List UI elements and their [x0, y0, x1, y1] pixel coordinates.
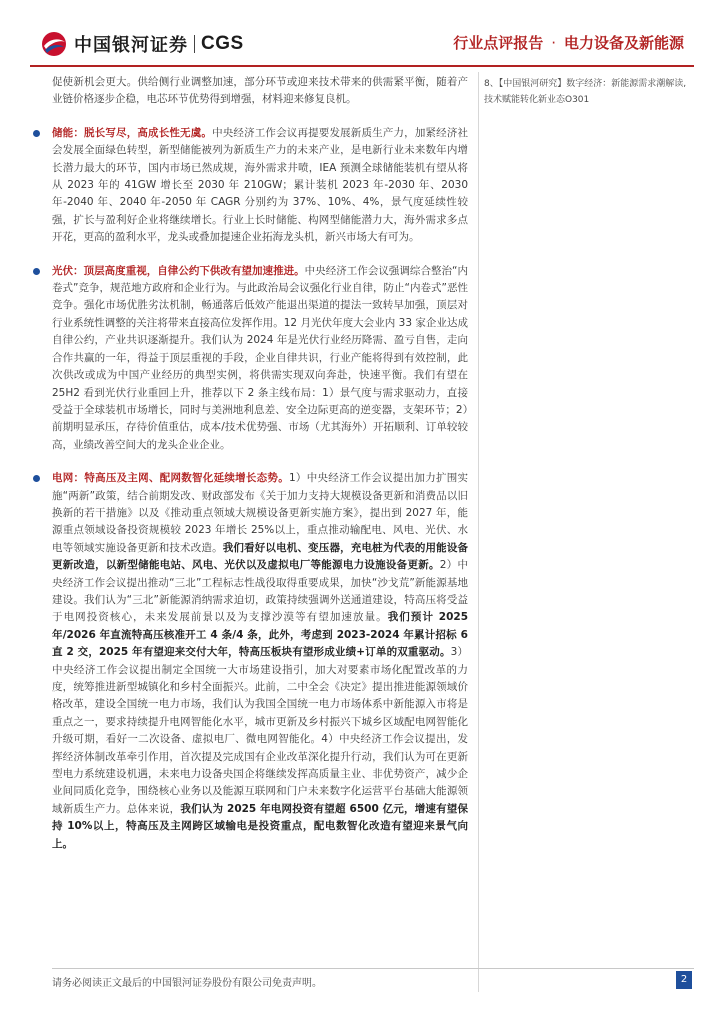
- section-energy-storage: [52, 125, 468, 247]
- section-text: 2）中央经济工作会议提出推动“三北”工程标志性战役取得重要成果，加快“沙戈荒”新能源基地建设。我们认为“三北”新能源消纳需求迫切，政策持续强调外送通道建设，特高压将受益于电网投资核心，未来发展前景以及为支撑沙漠等有望加速放量。: [52, 559, 469, 624]
- galaxy-logo-icon: [40, 30, 68, 58]
- sidebar-references: [484, 76, 694, 108]
- reference-item[interactable]: 8、【中国银河研究】数字经济：新能源需求潮解读,技术赋能转化新业态O301: [484, 79, 687, 105]
- section-bold-text: 我们看好以电机、变压器，充电桩为代表的用能设备更新改造，以新型储能电站、风电、光伏以及虚拟电厂等能源电力设施设备更新。: [52, 541, 469, 572]
- section-body: [52, 125, 468, 247]
- bullet-icon: [33, 130, 40, 137]
- company-logo: [40, 30, 244, 58]
- column-divider: [478, 72, 479, 992]
- section-power-grid: [52, 470, 468, 853]
- report-sector: 电力设备及新能源: [563, 34, 684, 52]
- page-number: 2: [676, 971, 692, 989]
- intro-text: 促使新机会更大。供给侧行业调整加速，部分环节或迎来技术带来的供需紧平衡，随着产业链价格逐步企稳，电芯环节优势得到增强，材料迎来修复良机。: [52, 76, 468, 106]
- section-heading: 电网：特高压及主网、配网数智化延续增长态势。: [52, 472, 289, 485]
- bullet-icon: [33, 268, 40, 275]
- report-category: [453, 32, 684, 53]
- logo-separator: [194, 35, 195, 53]
- header-divider: [30, 65, 694, 67]
- report-type: 行业点评报告: [453, 34, 544, 52]
- logo-english-name: CGS: [201, 33, 244, 54]
- section-bold-text: 我们预计 2025 年/2026 年直流特高压核准开工 4 条/4 条，此外，考虑到 2023-2024 年累计招标 6 直 2 交，2025 年有望迎来交付大年，特高压板块有望形成业绩+订单的双重驱动。: [52, 611, 468, 659]
- section-bold-text: 我们认为 2025 年电网投资有望超 6500 亿元，增速有望保持 10%以上，特高压及主网跨区域输电是投资重点，配电数智化改造有望迎来景气向上。: [52, 802, 468, 850]
- intro-paragraph: [52, 74, 468, 109]
- section-heading: 光伏：顶层高度重视，自律公约下供改有望加速推进。: [52, 264, 305, 277]
- section-text: 3）中央经济工作会议提出制定全国统一大市场建设指引，加大对要素市场化配置改革的力度，统筹推进新型城镇化和乡村全面振兴。此前，二中全会《决定》提出推进能源领域价格改革，建设全国统一电力市场，我们认为我国全国统一电力市场体系中新能源入市将是重点之一，要求持续提升电网智能化水平，城市更新及乡村振兴下城乡区域配电网智能化升级可期，看好一二次设备、虚拟电厂、微电网智能化。4）中央经济工作会议提出，发挥经济体制改革牵引作用，首次提及完成国有企业改革深化提升行动，我们认为可在更新型电力系统建设机遇，未来电力设备央国企将继续发挥高质量主业、非优势资产，减少企业间同质化竞争，围绕核心业务以及能源互联网和门户未来数字化运营平台基础大能源领域新质生产力。总体来说，: [52, 646, 468, 815]
- section-text: 中央经济工作会议再提要发展新质生产力，加紧经济社会发展全面绿色转型，新型储能被列为新质生产力的未来产业，是电新行业未来数年内增长潜力最大的环节，国内市场已然成规，海外需求井喷，IEA 预测全球储能装机有望从将从 2023 年的 41GW 增长至 2030 年 210GW；累计装机 2023 年-2030 年、2030 年-2040 年、2040 年-2050 年 CAGR 分别约为 37%、10%、4%，景气度延续性较强，扩长与盈利好企业将继续增长。行业上长时储能、构网型储能潜力大，海外需求多点开花，更高的盈利水平，龙头或叠加提速企业拓海龙头机，新兴市场大有可为。: [52, 126, 469, 244]
- footer-divider: [52, 968, 694, 969]
- footer-disclaimer: 请务必阅读正文最后的中国银河证券股份有限公司免责声明。: [52, 978, 322, 989]
- section-heading: 储能：脱长写尽，高成长性无虞。: [52, 126, 213, 139]
- header-separator: ·: [551, 33, 556, 52]
- section-text: 1）中央经济工作会议提出加力扩围实施“两新”政策，结合前期发改、财政部发布《关于加力支持大规模设备更新和消费品以旧换新的若干措施》以及《推动重点领域大规模设备更新实施方案》，提出到 2027 年，能源重点领域设备投资规模较 2023 年增长 25%以上，重点推动输配电、风电、光伏、水电等领域实施设备更新和技术改造。: [52, 472, 469, 554]
- section-body: [52, 470, 468, 853]
- main-content: [52, 74, 468, 869]
- section-text: 中央经济工作会议强调综合整治“内卷式”竞争，规范地方政府和企业行为。与此政治局会议强化行业自律，防止“内卷式”恶性竞争。强化市场优胜劣汰机制，畅通落后低效产能退出渠道的提法一致转早加强，顶层对行业系统性调整的关注将带来直接高位发挥作用。12 月光伏年度大会业内 33 家企业达成自律公约，产业共识逐渐提升。我们认为 2024 年是光伏行业经历降需、盈亏自售，走向合作共赢的一年，得益于顶层重视的手段，企业自律共识，行业产能将得到有效控制，此次供改或成为中国产业经历的典型实例，将供需实现双向奔赴，快速平衡。我们有望在 25H2 看到光伏行业重回上升，推荐以下 2 条主线布局：1）景气度与需求驱动力，直接受益于全球装机市场增长，同时与美洲地利息差、安全边际更高的逆变器，支架环节；2）前期明显承压，存待价值重估，成本/技术优势强、市场（尤其海外）开拓顺利、订单较较高，业绩改善空间大的龙头企业企业。: [52, 264, 468, 451]
- section-photovoltaic: [52, 263, 468, 454]
- logo-chinese-name: 中国银河证券: [74, 35, 188, 56]
- section-body: [52, 263, 468, 454]
- page-header: [30, 22, 694, 62]
- bullet-icon: [33, 475, 40, 482]
